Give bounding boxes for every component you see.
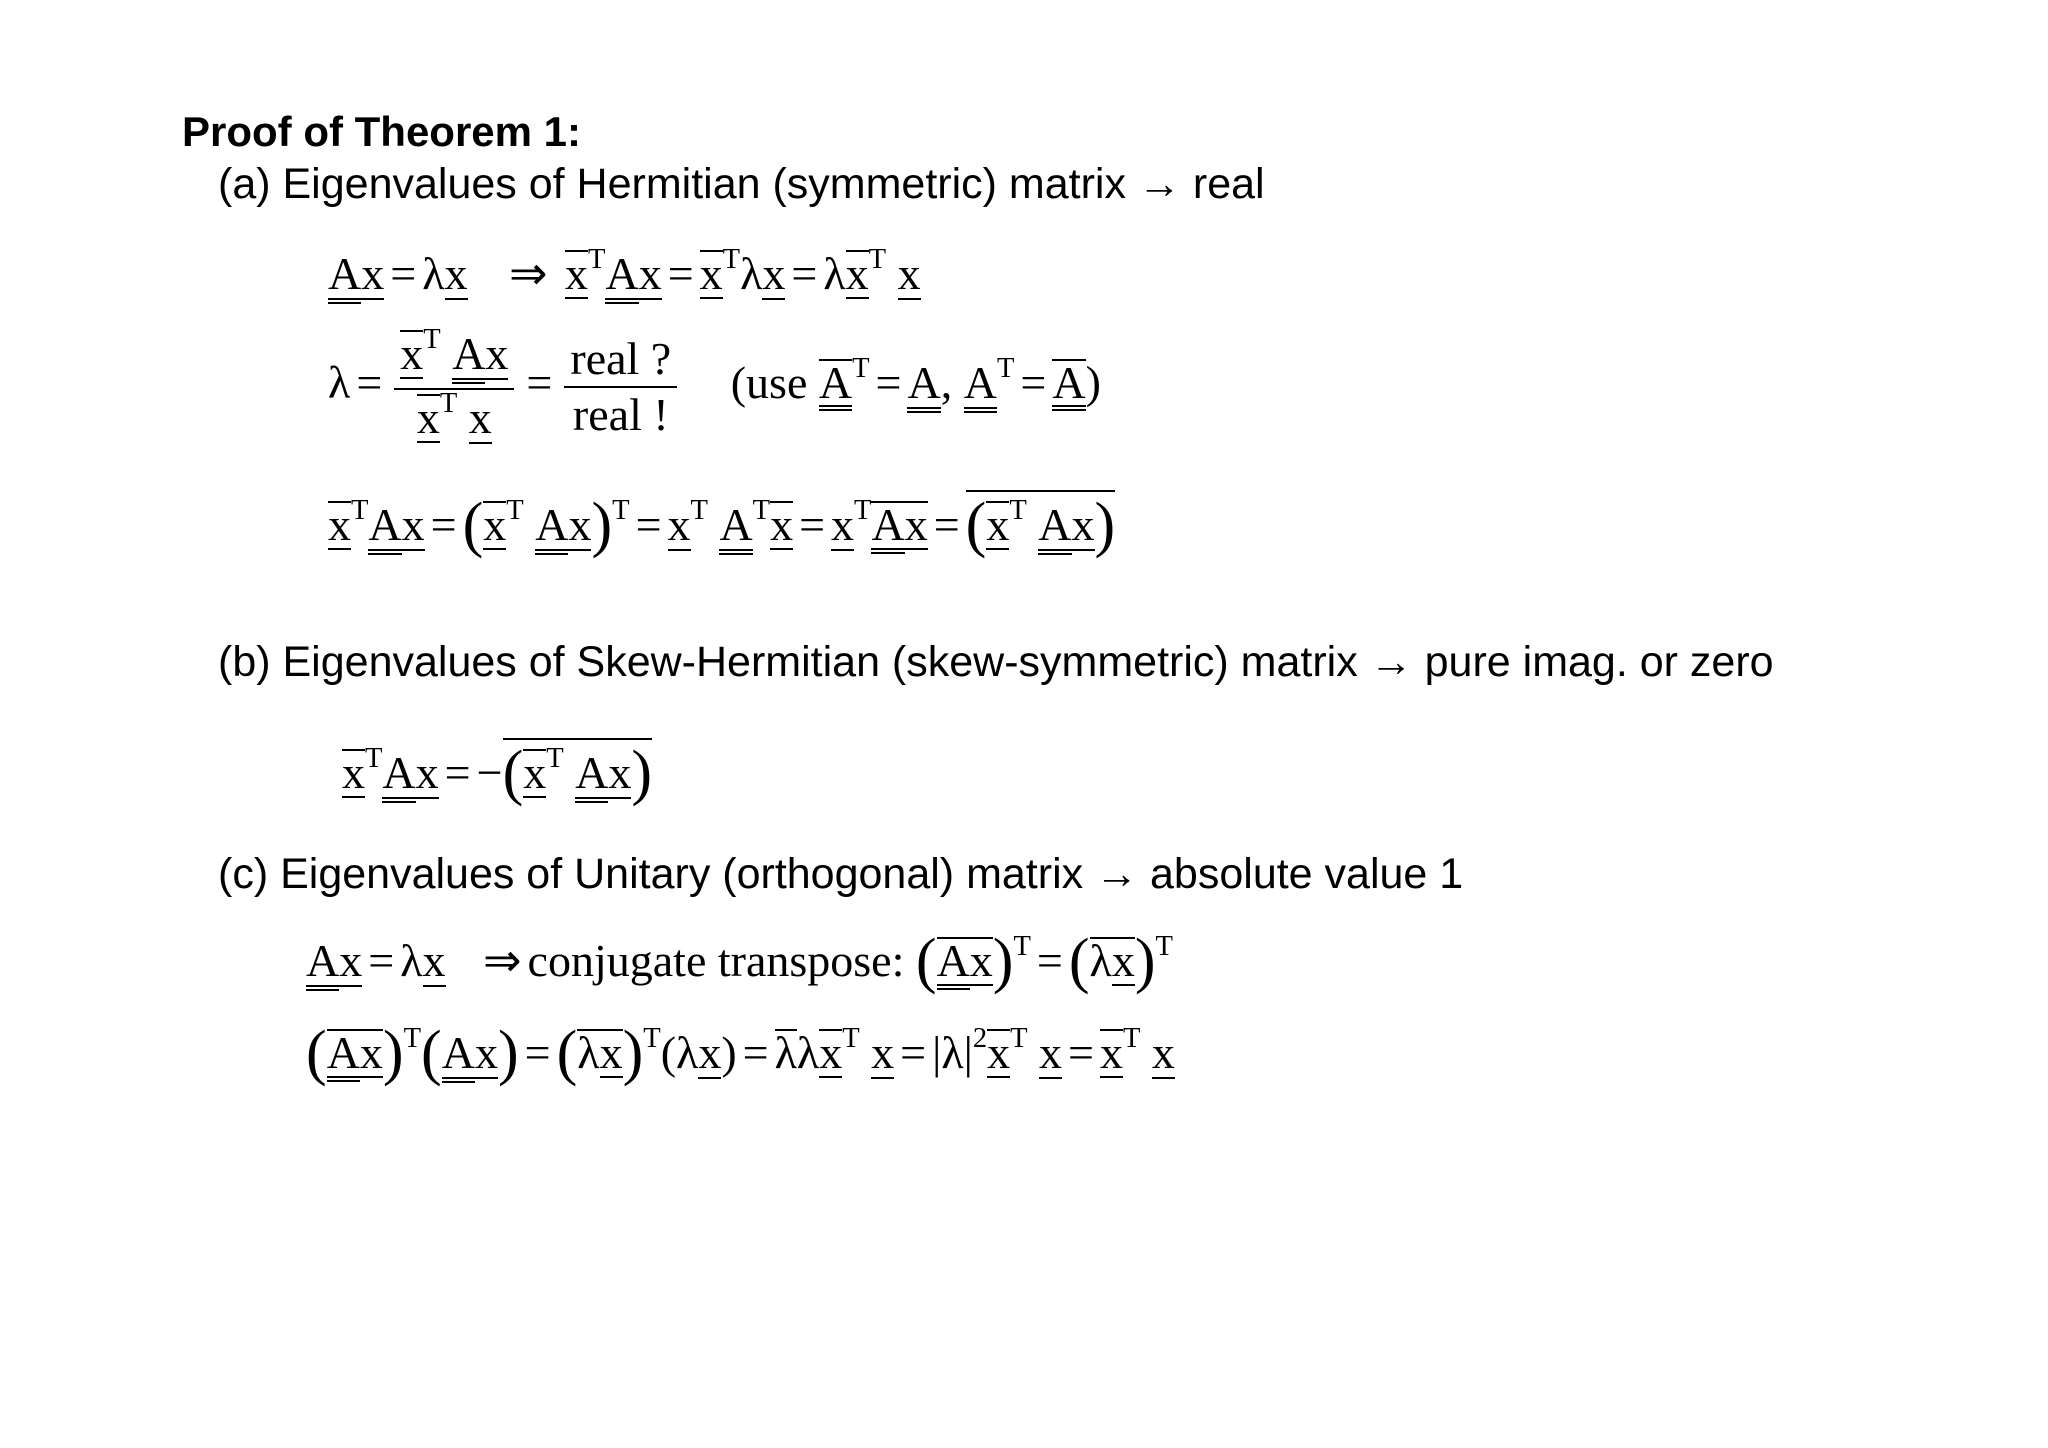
real-question-label: real ?	[564, 336, 677, 388]
equation-a3: $x^TAx =(x^T$ $Ax)^T = x^T$ $A^Tx = x^TAx =(x^T$ Ax)	[328, 491, 1116, 559]
equation-a2: λ = $\frac{x^T Ax}{x^T x}$ = $\frac{\text{real ?}}{\text{real !}}$ (use $A^T = A$, $A^T = A$)	[328, 324, 1101, 443]
conjugate-transpose-label: conjugate transpose:	[527, 935, 905, 987]
equation-c1: Ax = λx ⇒ conjugate transpose: $(Ax)^T =(\lambda x)^T$	[306, 927, 1173, 995]
equation-b1: $x^TAx = -(x^T$ Ax)	[342, 739, 653, 807]
page-title: Proof of Theorem 1:	[182, 108, 582, 155]
section-a-heading: (a) Eigenvalues of Hermitian (symmetric) matrix → real	[218, 160, 1265, 208]
real-exclaim-label: real !	[572, 389, 669, 440]
equation-a1: Ax = λx ⇒ $x^TAx = x^T\lambda x = \lambda x^T$ x	[328, 250, 921, 304]
section-b-heading: (b) Eigenvalues of Skew-Hermitian (skew-symmetric) matrix → pure imag. or zero	[218, 638, 1774, 686]
use-label: (use	[730, 356, 808, 408]
equation-c2: $(Ax)^T(Ax) =(\lambda x)^T(\lambda x) = \lambda\lambda x^T$ $x = |\lambda|^2x^T$ $x = x^T$ x	[306, 1019, 1175, 1087]
section-c-heading: (c) Eigenvalues of Unitary (orthogonal) matrix → absolute value 1	[218, 850, 1464, 898]
